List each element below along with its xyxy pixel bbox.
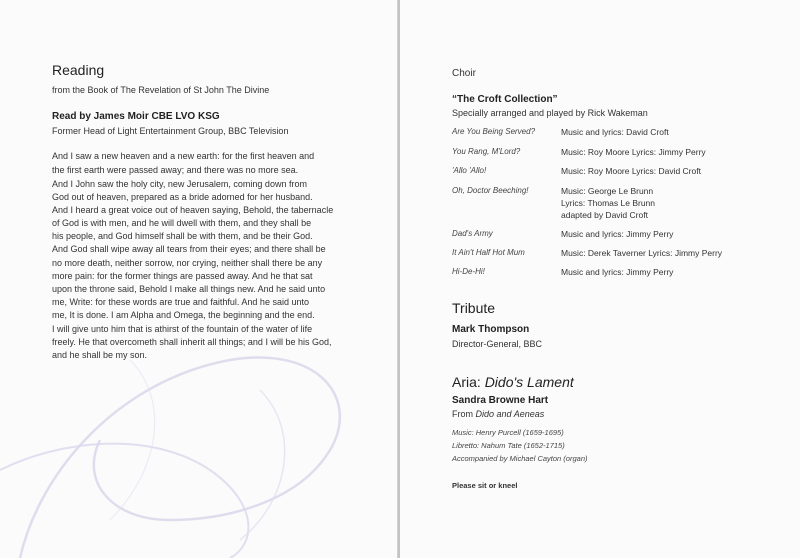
reading-line: freely. He that overcometh shall inherit all things; and I will be his God, [52,337,332,347]
reading-heading: Reading [52,62,105,78]
reader-name: Read by James Moir CBE LVO KSG [52,111,220,122]
choir-label: Choir [452,68,476,79]
song-credit: Music and lyrics: Jimmy Perry [561,229,674,239]
reading-line: no more death, neither sorrow, nor crying, neither shall there be any [52,258,323,268]
song-title: Hi-De-Hi! [452,267,485,276]
tribute-role: Director-General, BBC [452,339,543,349]
right-page [400,0,800,558]
left-page [0,0,398,558]
aria-from-prefix: From [452,409,476,419]
song-title: Dad's Army [452,229,493,238]
reading-line: me, It is done. I am Alpha and Omega, the beginning and the end. [52,310,315,320]
aria-heading [452,374,574,390]
song-credit: Music and lyrics: Jimmy Perry [561,267,674,277]
song-title: 'Allo 'Allo! [452,166,487,175]
aria-note: Accompanied by Michael Cayton (organ) [452,454,588,463]
song-credit: Music: Roy Moore Lyrics: Jimmy Perry [561,147,706,157]
song-title: You Rang, M'Lord? [452,147,521,156]
song-credit: Music and lyrics: David Croft [561,127,669,137]
reading-line: me, Write: for these words are true and faithful. And he said unto [52,297,309,307]
song-credit: Lyrics: Thomas Le Brunn [561,198,656,208]
reader-role: Former Head of Light Entertainment Group, BBC Television [52,126,289,136]
aria-source [452,409,544,419]
reading-line: And I heard a great voice out of heaven saying, Behold, the tabernacle [52,205,334,215]
reading-line: his people, and God himself shall be with them, and be their God. [52,231,313,241]
reading-line: more pain: for the former things are passed away. And he that sat [52,271,313,281]
song-title: It Ain't Half Hot Mum [452,248,525,257]
song-credit: Music: George Le Brunn [561,186,654,196]
reading-line: and he shall be my son. [52,350,148,360]
aria-title: Dido's Lament [484,374,574,390]
instruction-text: Please sit or kneel [452,481,518,490]
aria-prefix: Aria: [452,374,485,390]
aria-performer: Sandra Browne Hart [452,395,549,406]
tribute-heading: Tribute [452,300,496,316]
collection-title: “The Croft Collection” [452,94,558,105]
reading-line: of God is with men, and he will dwell with them, and they shall be [52,218,312,228]
reading-line: And God shall wipe away all tears from their eyes; and there shall be [52,244,326,254]
song-title: Are You Being Served? [452,127,536,136]
aria-from-work: Dido and Aeneas [475,409,545,419]
aria-note: Libretto: Nahum Tate (1652-1715) [452,441,565,450]
reading-line: I will give unto him that is athirst of the fountain of the water of life [52,324,313,334]
reading-line: And I saw a new heaven and a new earth: for the first heaven and [52,151,315,161]
song-credit: adapted by David Croft [561,210,648,220]
reading-line: upon the throne said, Behold I make all things new. And he said unto [52,284,326,294]
song-credit: Music: Roy Moore Lyrics: David Croft [561,166,701,176]
song-title: Oh, Doctor Beeching! [452,186,529,195]
collection-subtitle: Specially arranged and played by Rick Wakeman [452,108,648,118]
reading-line: the first earth were passed away; and there was no more sea. [52,165,299,175]
tribute-name: Mark Thompson [452,324,530,335]
reading-line: And I John saw the holy city, new Jerusalem, coming down from [52,179,307,189]
reading-source: from the Book of The Revelation of St John The Divine [52,85,270,95]
reading-line: God out of heaven, prepared as a bride adorned for her husband. [52,192,313,202]
song-credit: Music: Derek Taverner Lyrics: Jimmy Perry [561,248,723,258]
aria-note: Music: Henry Purcell (1659-1695) [452,428,564,437]
